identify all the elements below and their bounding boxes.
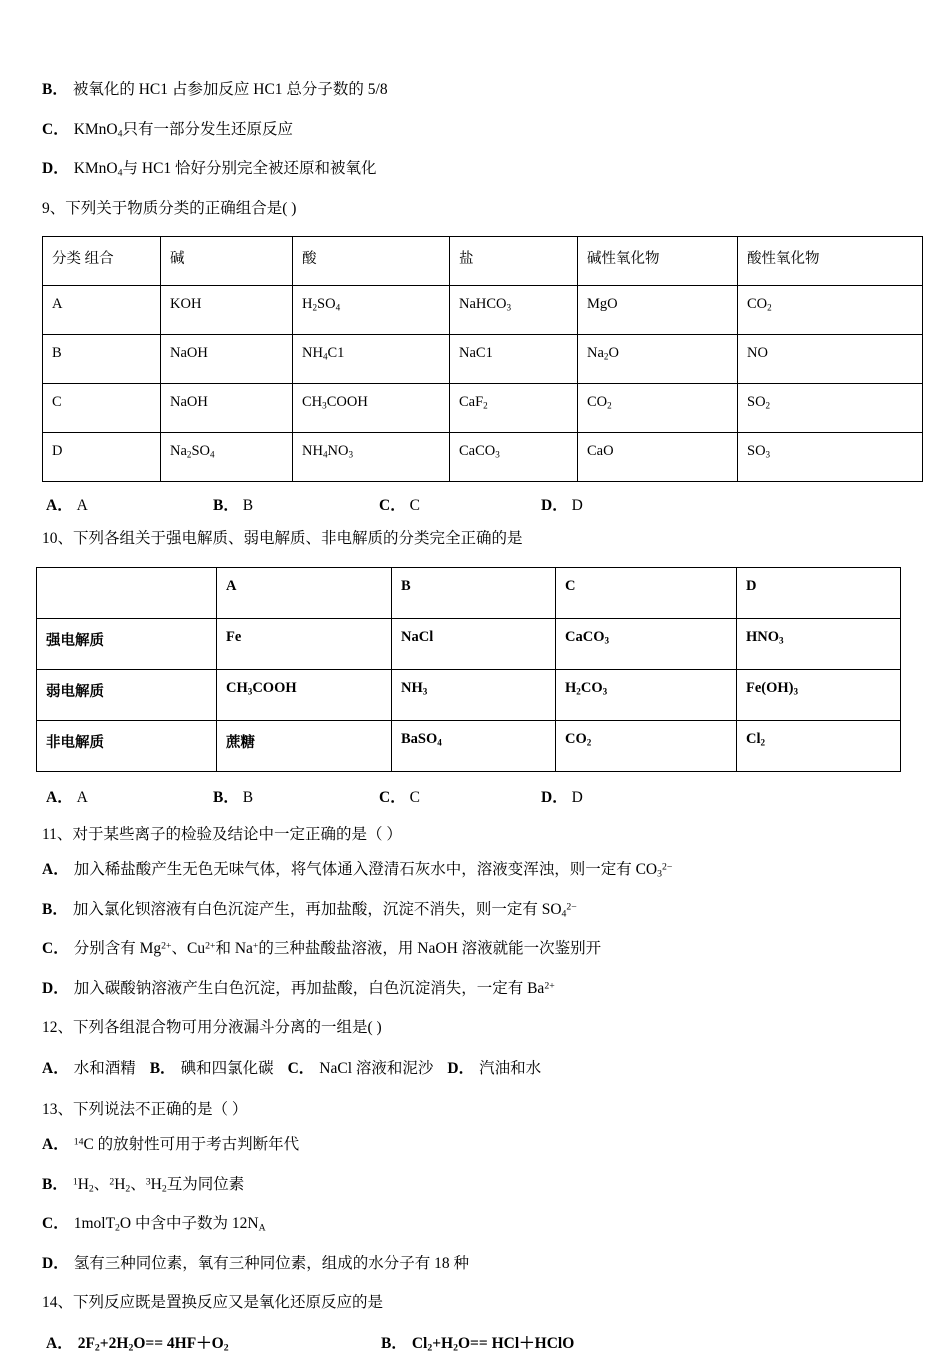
col-header-group: 分类 组合 [43,237,161,286]
q9-option-b[interactable]: B． B [213,497,254,514]
q13-option-d-label: D． [42,1254,69,1272]
q11-option-b [42,902,920,918]
col-header-acid: 酸 [293,237,450,286]
q8-option-b [42,82,920,98]
cell-d: $HNO_3$ [737,618,901,669]
q10-stem-text: 下列各组关于强电解质、弱电解质、非电解质的分类完全正确的是 [73,530,523,547]
q11-d-superscript: 2+ [544,980,555,992]
cell-a: Fe [217,618,392,669]
q13-option-c-label: C． [42,1215,69,1232]
table-row [43,286,923,335]
cell-c: $H_2CO_3$ [556,669,737,720]
electrolyte-table [36,567,901,772]
q8-option-d-label: D． [42,160,69,177]
q8-option-b-text: 被氧化的 HC1 占参加反应 HC1 总分子数的 5/8 [72,81,388,98]
q9-option-a[interactable]: A． A [46,497,88,514]
q8-option-d-text: 与 HC1 恰好分别完全被还原和被氧化 [122,160,377,177]
col-header-basic-oxide: 碱性氧化物 [578,237,738,286]
cell-base: $Na_2SO_4$ [161,433,293,482]
q14-options-row [42,1331,920,1353]
q8-option-c-formula: KMnO [73,120,118,138]
col-header-a: A [217,567,392,618]
cell-acidic-oxide: $CO_2$ [738,286,923,335]
cell-base: NaOH [161,335,293,384]
q9-number: 9、 [42,199,66,217]
q12-options-row [42,1056,920,1078]
q12-option-d-label: D． [447,1059,475,1077]
q11-option-d [42,981,920,997]
q9-option-d[interactable]: D． D [541,497,583,514]
q8-option-d [42,161,920,177]
q11-stem-text: 对于某些离子的检验及结论中一定正确的是（ ） [72,825,402,843]
col-header-d: D [737,567,901,618]
cell-group: C [43,384,161,433]
q10-option-a[interactable]: A． A [46,788,88,806]
cell-type: 弱电解质 [37,669,217,720]
table-row [37,618,901,669]
q8-option-c-subscript: 4 [117,127,123,139]
q10-stem [42,531,920,547]
q8-option-b-label: B． [42,81,68,98]
q11-stem [42,827,920,843]
cell-group: D [43,433,161,482]
cell-a: 蔗糖 [217,720,392,771]
cell-basic-oxide: CaO [578,433,738,482]
table-row [43,335,923,384]
cell-acidic-oxide: $SO_2$ [738,384,923,433]
q8-option-d-formula: KMnO [73,160,118,177]
q12-option-b-label: B． [149,1059,176,1077]
q14-option-b[interactable]: B． $Cl_2+H_2O==$ HCl＋HClO [381,1334,575,1353]
classification-table [42,236,923,482]
cell-d: $Fe(OH)_3$ [737,669,901,720]
cell-base: NaOH [161,384,293,433]
cell-d: $Cl_2$ [737,720,901,771]
q9-option-c[interactable]: C． C [379,497,420,514]
col-header-salt: 盐 [450,237,578,286]
q11-option-b-text: 加入氯化钡溶液有白色沉淀产生，再加盐酸，沉淀不消失，则一定有 SO [72,900,562,918]
q13-stem [42,1102,920,1118]
q13-option-d-text: 氢有三种同位素，氧有三种同位素，组成的水分子有 18 种 [73,1254,469,1272]
table-row [43,384,923,433]
q11-option-a [42,862,920,878]
q13-option-c: C． 1molT$_2$O 中含中子数为 $12N_A$ [42,1215,266,1234]
q13-option-b: B． $^1H_2$、$^2H_2$、$^3H_2$互为同位素 [42,1175,245,1194]
q11-option-b-label: B． [42,900,68,918]
q12-option-c-text: NaCl 溶液和泥沙 [319,1059,434,1077]
q10-option-d[interactable]: D． D [541,788,583,806]
q12-option-a-text: 水和酒精 [73,1059,136,1077]
cell-basic-oxide: $CO_2$ [578,384,738,433]
cell-group: B [43,335,161,384]
q12-option-b-text: 碘和四氯化碳 [180,1059,274,1077]
q13-number: 13、 [42,1100,74,1118]
table-row [37,669,901,720]
q13-option-a [42,1137,920,1153]
q14-number: 14、 [42,1294,74,1311]
cell-salt: NaC1 [450,335,578,384]
q11-option-a-label: A． [42,861,69,878]
cell-basic-oxide: $Na_2O$ [578,335,738,384]
q10-option-b[interactable]: B． B [213,788,254,806]
q14-stem-text: 下列反应既是置换反应又是氧化还原反应的是 [73,1294,384,1311]
col-header-blank [37,567,217,618]
cell-acidic-oxide: NO [738,335,923,384]
q11-option-d-text: 加入碳酸钠溶液产生白色沉淀，再加盐酸，白色沉淀消失，一定有 Ba [73,979,545,997]
cell-b: BaSO$_4$ [392,720,556,771]
table-row [37,720,901,771]
cell-basic-oxide: MgO [578,286,738,335]
cell-salt: CaCO$_3$ [450,433,578,482]
q10-option-c[interactable]: C． C [379,788,420,806]
q11-option-a-text: 加入稀盐酸产生无色无味气体，将气体通入澄清石灰水中，溶液变浑浊，则一定有 CO [73,861,658,878]
q8-option-c-text: 只有一部分发生还原反应 [122,120,294,138]
cell-type: 非电解质 [37,720,217,771]
q12-number: 12、 [42,1019,74,1036]
q12-stem [42,1020,920,1036]
q10-number: 10、 [42,530,74,547]
q8-option-c [42,122,920,138]
cell-acid: $NH_4NO_3$ [293,433,450,482]
q8-option-d-subscript: 4 [117,167,123,179]
cell-salt: CaF$_2$ [450,384,578,433]
cell-type: 强电解质 [37,618,217,669]
q11-b-subscript: 4 [561,907,567,919]
q13-a-mass-number: 14 [73,1136,84,1148]
col-header-b: B [392,567,556,618]
cell-base: KOH [161,286,293,335]
q11-option-c: C． 分别含有 $Mg^{2+}$、$Cu^{2+}$和 Na+的三种盐酸盐溶液，用 NaOH 溶液就能一次鉴别开 [42,940,602,957]
table-header-row [43,237,923,286]
q13-stem-text: 下列说法不正确的是（ ） [73,1100,248,1118]
cell-acid: $NH_4C1$ [293,335,450,384]
cell-b: $NH_3$ [392,669,556,720]
col-header-base: 碱 [161,237,293,286]
cell-acid: $CH_3COOH$ [293,384,450,433]
q11-a-subscript: 3 [657,868,662,880]
q14-stem [42,1295,920,1311]
cell-a: $CH_3COOH$ [217,669,392,720]
q11-option-c-label: C． [42,940,69,957]
q9-answer-options [42,493,920,513]
q11-number: 11、 [42,825,73,843]
table-header-row [37,567,901,618]
q10-answer-options [42,785,920,805]
col-header-acidic-oxide: 酸性氧化物 [738,237,923,286]
cell-b: NaCl [392,618,556,669]
q9-stem [42,201,920,217]
cell-salt: NaHCO$_3$ [450,286,578,335]
q11-option-d-label: D． [42,979,69,997]
q13-option-b-label: B． [42,1175,68,1193]
cell-c: CaCO$_3$ [556,618,737,669]
q11-a-superscript: 2− [662,861,673,873]
col-header-c: C [556,567,737,618]
q9-stem-text: 下列关于物质分类的正确组合是( ) [65,199,297,217]
q14-option-a[interactable]: A． $2F_2+2H_2O== 4HF+O_2$ [46,1334,229,1353]
cell-group: A [43,286,161,335]
q8-option-c-label: C． [42,120,69,138]
cell-acidic-oxide: $SO_3$ [738,433,923,482]
q12-option-c-label: C． [287,1059,315,1077]
cell-c: $CO_2$ [556,720,737,771]
q12-stem-text: 下列各组混合物可用分液漏斗分离的一组是( ) [73,1019,382,1036]
q11-b-superscript: 2− [566,901,577,913]
table-row [43,433,923,482]
q12-option-d-text: 汽油和水 [479,1059,542,1077]
q13-option-a-label: A． [42,1136,69,1153]
q13-option-a-text: C 的放射性可用于考古判断年代 [83,1136,300,1153]
q12-option-a-label: A． [42,1059,69,1077]
cell-acid: $H_2SO_4$ [293,286,450,335]
q13-option-d [42,1256,920,1272]
